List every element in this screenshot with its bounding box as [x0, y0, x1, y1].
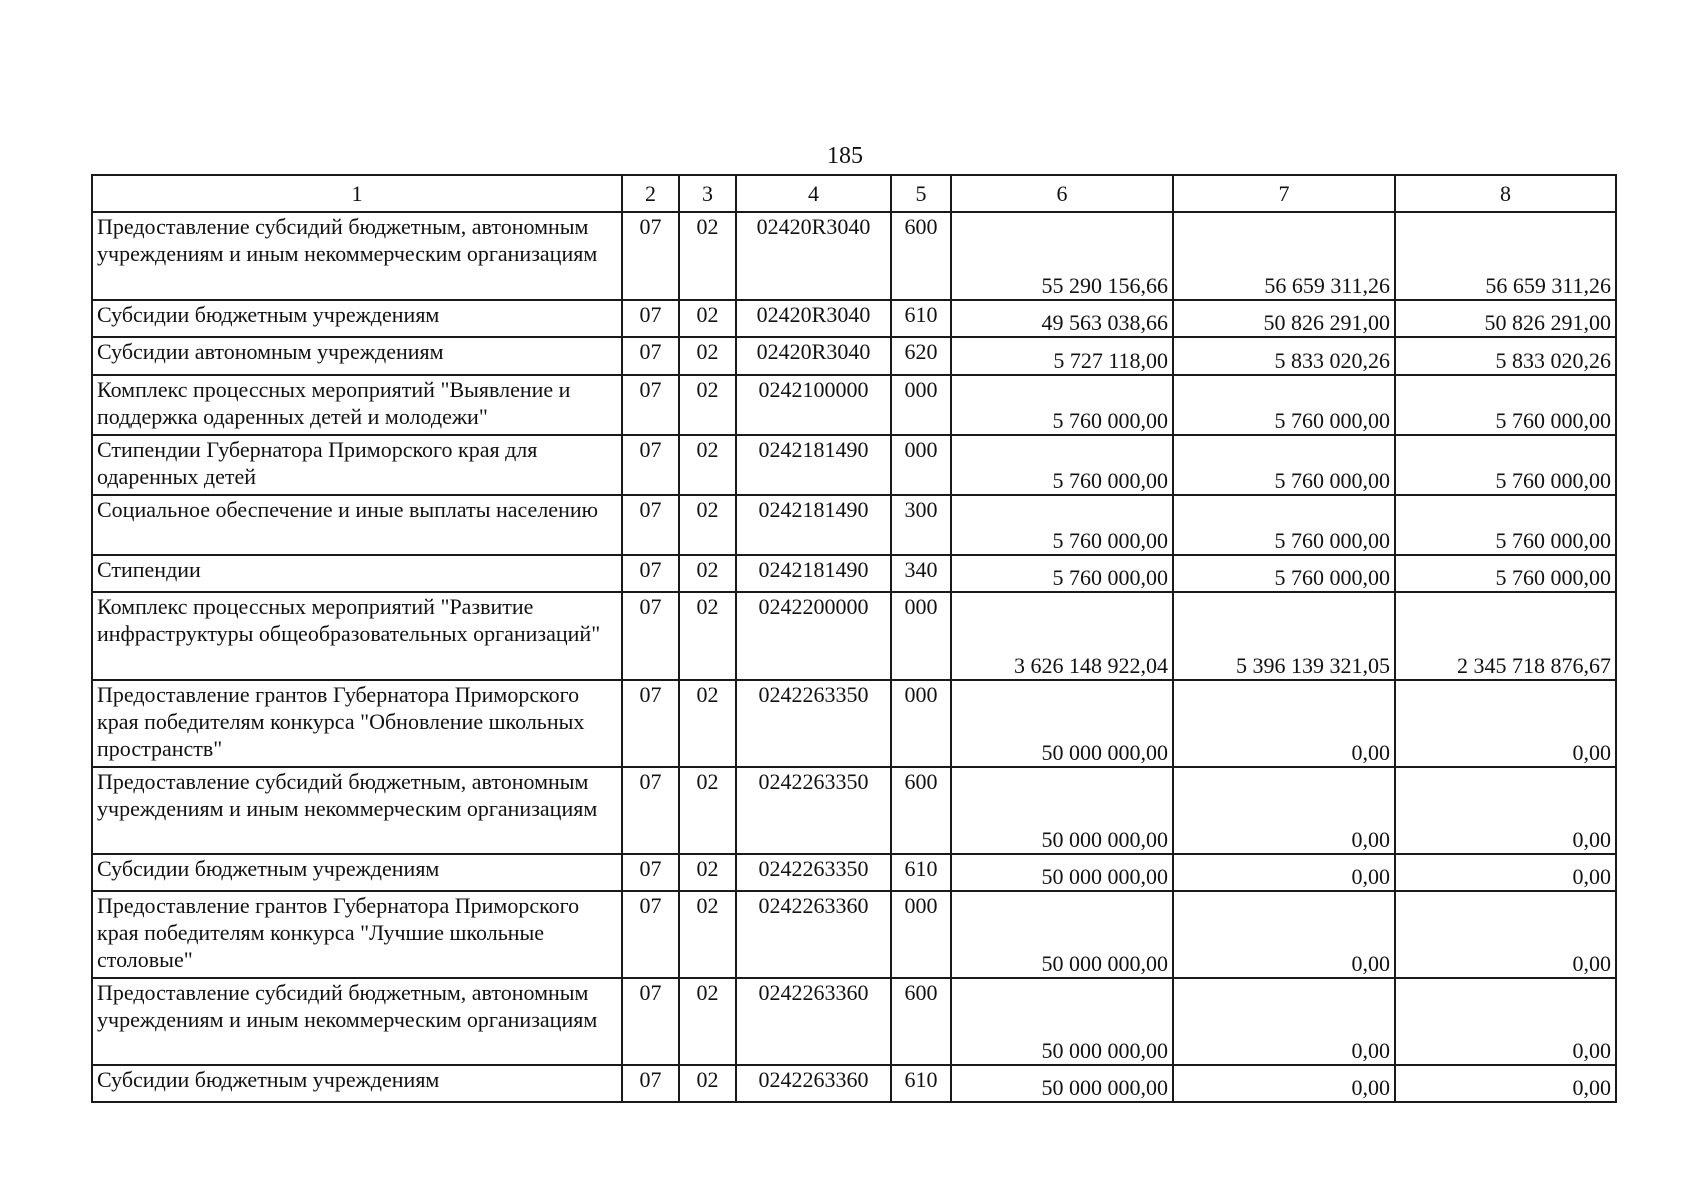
row-subsection: 02	[679, 592, 736, 680]
row-amount-8: 2 345 718 876,67	[1395, 592, 1616, 680]
row-subsection: 02	[679, 555, 736, 592]
row-name: Комплекс процессных мероприятий "Развитие инфраструктуры общеобразовательных организаций"	[92, 592, 622, 680]
row-name: Субсидии бюджетным учреждениям	[92, 300, 622, 337]
row-amount-7: 5 396 139 321,05	[1173, 592, 1395, 680]
row-subsection: 02	[679, 212, 736, 300]
table-row	[92, 680, 1616, 767]
row-expense-type: 610	[891, 854, 951, 891]
table-row	[92, 300, 1616, 337]
column-header: 8	[1395, 175, 1616, 212]
row-section: 07	[622, 592, 679, 680]
row-amount-8: 5 833 020,26	[1395, 337, 1616, 375]
row-amount-7: 56 659 311,26	[1173, 212, 1395, 300]
row-amount-7: 0,00	[1173, 1065, 1395, 1102]
row-expense-type: 610	[891, 1065, 951, 1102]
row-amount-8: 5 760 000,00	[1395, 555, 1616, 592]
row-amount-6: 50 000 000,00	[951, 1065, 1173, 1102]
row-target-code: 0242263360	[736, 978, 891, 1065]
row-amount-8: 5 760 000,00	[1395, 435, 1616, 495]
table-row	[92, 212, 1616, 300]
row-target-code: 02420R3040	[736, 212, 891, 300]
table-row	[92, 495, 1616, 555]
row-subsection: 02	[679, 435, 736, 495]
column-header: 3	[679, 175, 736, 212]
row-target-code: 0242263360	[736, 1065, 891, 1102]
row-amount-7: 5 760 000,00	[1173, 435, 1395, 495]
column-header: 5	[891, 175, 951, 212]
row-expense-type: 000	[891, 592, 951, 680]
row-expense-type: 000	[891, 680, 951, 767]
row-subsection: 02	[679, 854, 736, 891]
row-section: 07	[622, 680, 679, 767]
row-amount-8: 56 659 311,26	[1395, 212, 1616, 300]
row-amount-6: 50 000 000,00	[951, 767, 1173, 854]
row-amount-7: 0,00	[1173, 854, 1395, 891]
row-subsection: 02	[679, 891, 736, 978]
row-section: 07	[622, 375, 679, 435]
table-row	[92, 337, 1616, 375]
row-name: Комплекс процессных мероприятий "Выявление и поддержка одаренных детей и молодежи"	[92, 375, 622, 435]
row-amount-6: 49 563 038,66	[951, 300, 1173, 337]
row-amount-6: 50 000 000,00	[951, 680, 1173, 767]
row-name: Предоставление субсидий бюджетным, автономным учреждениям и иным некоммерческим организациям	[92, 978, 622, 1065]
row-expense-type: 340	[891, 555, 951, 592]
row-amount-8: 0,00	[1395, 891, 1616, 978]
row-amount-6: 3 626 148 922,04	[951, 592, 1173, 680]
row-amount-8: 5 760 000,00	[1395, 495, 1616, 555]
row-section: 07	[622, 978, 679, 1065]
row-name: Стипендии Губернатора Приморского края для одаренных детей	[92, 435, 622, 495]
table-row	[92, 978, 1616, 1065]
row-target-code: 0242181490	[736, 555, 891, 592]
table-row	[92, 891, 1616, 978]
row-target-code: 0242263350	[736, 767, 891, 854]
row-subsection: 02	[679, 680, 736, 767]
row-expense-type: 600	[891, 978, 951, 1065]
row-expense-type: 300	[891, 495, 951, 555]
table-row	[92, 375, 1616, 435]
row-amount-7: 0,00	[1173, 891, 1395, 978]
row-amount-7: 5 833 020,26	[1173, 337, 1395, 375]
row-subsection: 02	[679, 300, 736, 337]
table-row	[92, 854, 1616, 891]
row-section: 07	[622, 891, 679, 978]
row-section: 07	[622, 337, 679, 375]
row-name: Субсидии автономным учреждениям	[92, 337, 622, 375]
row-amount-7: 0,00	[1173, 680, 1395, 767]
row-expense-type: 620	[891, 337, 951, 375]
row-amount-6: 5 727 118,00	[951, 337, 1173, 375]
row-amount-8: 0,00	[1395, 1065, 1616, 1102]
column-header: 1	[92, 175, 622, 212]
row-subsection: 02	[679, 375, 736, 435]
row-target-code: 0242200000	[736, 592, 891, 680]
row-amount-6: 5 760 000,00	[951, 375, 1173, 435]
row-section: 07	[622, 854, 679, 891]
row-name: Предоставление субсидий бюджетным, автономным учреждениям и иным некоммерческим организациям	[92, 767, 622, 854]
row-subsection: 02	[679, 1065, 736, 1102]
row-section: 07	[622, 1065, 679, 1102]
row-amount-6: 50 000 000,00	[951, 978, 1173, 1065]
row-target-code: 02420R3040	[736, 300, 891, 337]
row-amount-7: 5 760 000,00	[1173, 375, 1395, 435]
row-name: Субсидии бюджетным учреждениям	[92, 1065, 622, 1102]
row-subsection: 02	[679, 978, 736, 1065]
row-section: 07	[622, 767, 679, 854]
row-amount-7: 50 826 291,00	[1173, 300, 1395, 337]
column-header: 6	[951, 175, 1173, 212]
row-amount-8: 50 826 291,00	[1395, 300, 1616, 337]
row-expense-type: 000	[891, 375, 951, 435]
row-target-code: 0242100000	[736, 375, 891, 435]
header-row	[92, 175, 1616, 212]
row-section: 07	[622, 495, 679, 555]
row-name: Предоставление грантов Губернатора Приморского края победителям конкурса "Обновление школьных пространств"	[92, 680, 622, 767]
column-header: 7	[1173, 175, 1395, 212]
row-name: Предоставление грантов Губернатора Приморского края победителям конкурса "Лучшие школьные столовые"	[92, 891, 622, 978]
table-row	[92, 767, 1616, 854]
row-expense-type: 600	[891, 212, 951, 300]
row-amount-7: 5 760 000,00	[1173, 495, 1395, 555]
row-amount-6: 5 760 000,00	[951, 435, 1173, 495]
row-amount-7: 0,00	[1173, 767, 1395, 854]
row-amount-7: 0,00	[1173, 978, 1395, 1065]
row-amount-6: 50 000 000,00	[951, 891, 1173, 978]
column-header: 4	[736, 175, 891, 212]
table-row	[92, 555, 1616, 592]
row-section: 07	[622, 212, 679, 300]
row-section: 07	[622, 555, 679, 592]
row-section: 07	[622, 300, 679, 337]
row-subsection: 02	[679, 767, 736, 854]
row-amount-6: 55 290 156,66	[951, 212, 1173, 300]
row-expense-type: 610	[891, 300, 951, 337]
row-name: Социальное обеспечение и иные выплаты населению	[92, 495, 622, 555]
row-amount-8: 0,00	[1395, 854, 1616, 891]
row-target-code: 02420R3040	[736, 337, 891, 375]
row-name: Субсидии бюджетным учреждениям	[92, 854, 622, 891]
row-target-code: 0242263360	[736, 891, 891, 978]
row-target-code: 0242181490	[736, 495, 891, 555]
row-amount-6: 50 000 000,00	[951, 854, 1173, 891]
row-name: Стипендии	[92, 555, 622, 592]
row-amount-6: 5 760 000,00	[951, 495, 1173, 555]
row-expense-type: 000	[891, 891, 951, 978]
row-name: Предоставление субсидий бюджетным, автономным учреждениям и иным некоммерческим организациям	[92, 212, 622, 300]
row-expense-type: 600	[891, 767, 951, 854]
row-section: 07	[622, 435, 679, 495]
row-amount-6: 5 760 000,00	[951, 555, 1173, 592]
row-amount-7: 5 760 000,00	[1173, 555, 1395, 592]
table-row	[92, 1065, 1616, 1102]
column-header: 2	[622, 175, 679, 212]
row-subsection: 02	[679, 337, 736, 375]
row-amount-8: 5 760 000,00	[1395, 375, 1616, 435]
row-subsection: 02	[679, 495, 736, 555]
row-expense-type: 000	[891, 435, 951, 495]
page-number: 185	[827, 143, 863, 169]
row-target-code: 0242181490	[736, 435, 891, 495]
table-row	[92, 435, 1616, 495]
table-row	[92, 592, 1616, 680]
row-amount-8: 0,00	[1395, 680, 1616, 767]
row-target-code: 0242263350	[736, 854, 891, 891]
budget-table	[91, 174, 1617, 1103]
row-amount-8: 0,00	[1395, 767, 1616, 854]
row-amount-8: 0,00	[1395, 978, 1616, 1065]
row-target-code: 0242263350	[736, 680, 891, 767]
